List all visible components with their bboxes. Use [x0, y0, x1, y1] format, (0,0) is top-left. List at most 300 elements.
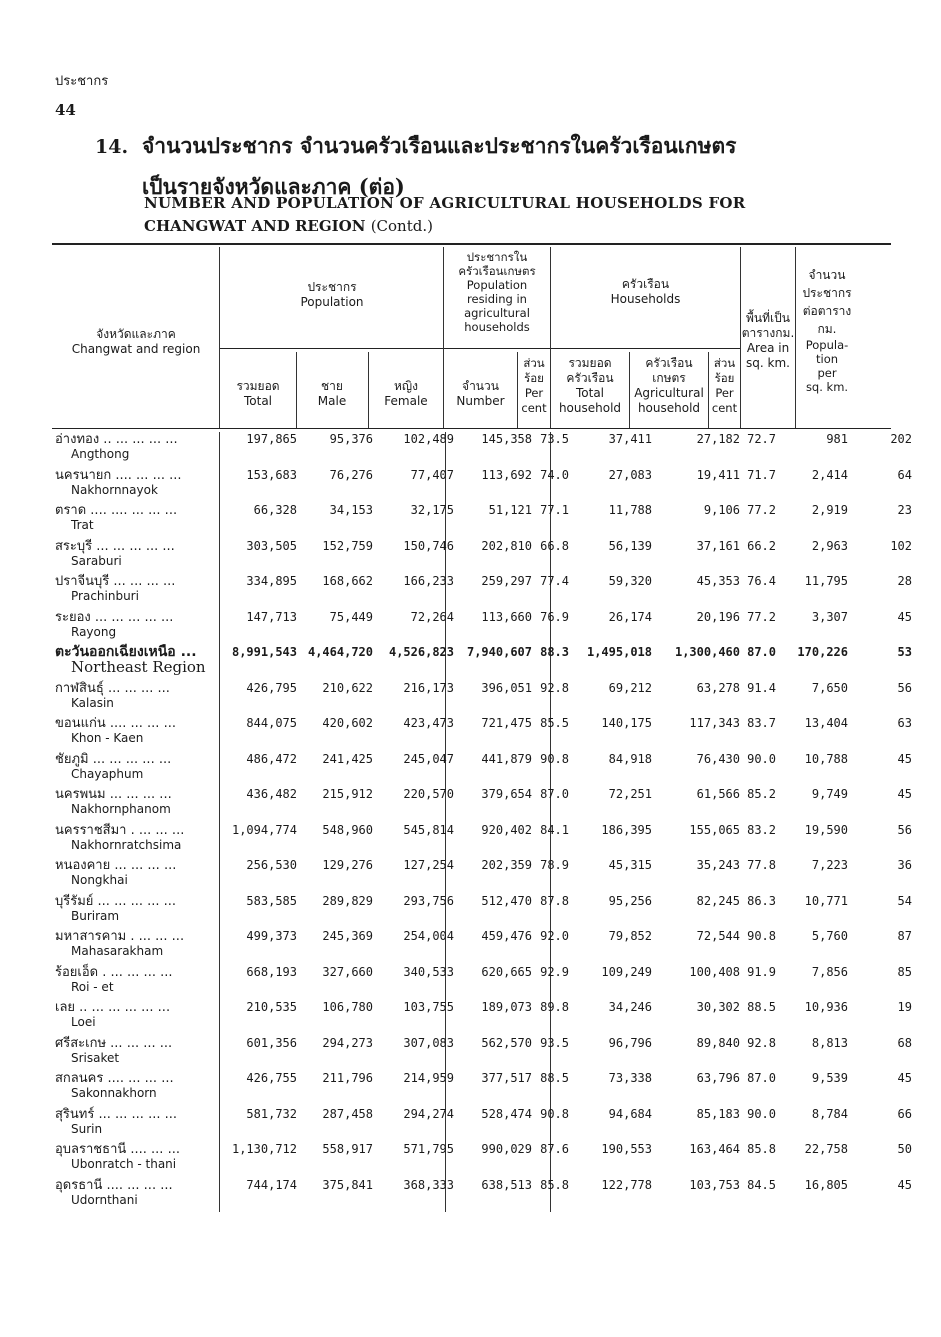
- density-cell: 36: [897, 858, 912, 872]
- female-cell: 294,274: [403, 1106, 454, 1121]
- hh-pct-cell: 76.4: [747, 574, 776, 588]
- region-name-thai: ศรีสะเกษ ... ... ... ...: [55, 1035, 173, 1051]
- hh-agri-cell: 82,245: [696, 893, 740, 908]
- agri-pct-cell: 87.0: [540, 787, 569, 801]
- hh-agri-cell: 163,464: [689, 1142, 740, 1156]
- area-cell: 981: [826, 432, 848, 446]
- agri-pop-cell: 379,654: [481, 787, 532, 801]
- total-cell: 8,991,543: [231, 645, 297, 659]
- density-cell: 63: [897, 716, 912, 730]
- hh-agri-cell: 103,753: [689, 1177, 740, 1192]
- agri-pop-cell: 721,475: [481, 716, 532, 730]
- agri-pop-cell: 620,665: [481, 964, 532, 979]
- total-cell: 303,505: [246, 538, 297, 553]
- table-row: [55, 965, 916, 1001]
- region-name-thai: ตราด .... .... ... ... ...: [55, 503, 178, 518]
- female-cell: 102,489: [403, 432, 454, 446]
- header-agri-pop-en4: households: [464, 320, 530, 334]
- region-cell: [55, 787, 220, 823]
- agri-pct-cell: 85.5: [540, 716, 569, 730]
- table-row: [55, 468, 916, 504]
- header-hh-total: [551, 356, 629, 416]
- hh-total-cell: 79,852: [608, 929, 652, 943]
- density-cell: 54: [897, 893, 912, 908]
- table-body: [55, 432, 916, 1213]
- hh-total-cell: 186,395: [601, 822, 652, 837]
- header-hh-total-th1: รวมยอด: [568, 356, 612, 370]
- header-hh-pct-en1: Per: [715, 386, 734, 400]
- hh-total-cell: 34,246: [608, 1000, 652, 1014]
- male-cell: 168,662: [322, 574, 373, 588]
- table-number: 14.: [95, 136, 129, 158]
- region-name-thai: อุดรธานี .... ... ... ...: [55, 1177, 173, 1193]
- region-name-thai: ตะวันออกเฉียงเหนือ ...: [55, 644, 197, 660]
- header-pct-en1: Per: [524, 386, 544, 400]
- region-cell: [55, 965, 220, 1001]
- hh-agri-cell: 117,343: [689, 716, 740, 730]
- region-name-thai: นครพนม ... ... ... ...: [55, 787, 172, 802]
- header-hh-agri: [630, 356, 708, 416]
- agri-pct-cell: 87.8: [540, 893, 569, 908]
- agri-pop-cell: 113,692: [481, 467, 532, 482]
- region-cell: [55, 1000, 220, 1036]
- agri-pop-cell: 259,297: [481, 574, 532, 588]
- header-total-th: รวมยอด: [236, 379, 280, 393]
- hh-total-cell: 94,684: [608, 1106, 652, 1121]
- title-contd: (Contd.): [370, 217, 433, 235]
- density-cell: 45: [897, 787, 912, 801]
- female-cell: 166,233: [403, 574, 454, 588]
- density-cell: 53: [897, 645, 912, 659]
- region-name-thai: สุรินทร์ ... ... ... ... ...: [55, 1106, 178, 1122]
- total-cell: 197,865: [246, 432, 297, 446]
- total-cell: 668,193: [246, 964, 297, 979]
- region-name-thai: ชัยภูมิ ... ... ... ... ...: [55, 751, 172, 767]
- male-cell: 289,829: [322, 893, 373, 908]
- male-cell: 287,458: [322, 1106, 373, 1121]
- header-male: [298, 379, 366, 409]
- hh-agri-cell: 20,196: [696, 609, 740, 624]
- hh-agri-cell: 100,408: [689, 964, 740, 979]
- total-cell: 210,535: [246, 1000, 297, 1014]
- header-hh-agri-th2: เกษตร: [652, 371, 686, 385]
- region-name-english: Mahasarakham: [71, 944, 164, 958]
- region-cell: [55, 929, 220, 965]
- area-cell: 13,404: [804, 716, 848, 730]
- header-hh-agri-en1: Agricultural: [634, 386, 704, 400]
- agri-pct-cell: 76.9: [540, 609, 569, 624]
- male-cell: 215,912: [322, 787, 373, 801]
- total-cell: 601,356: [246, 1035, 297, 1050]
- total-cell: 744,174: [246, 1177, 297, 1192]
- agri-pop-cell: 202,359: [481, 858, 532, 872]
- male-cell: 152,759: [322, 538, 373, 553]
- col-divider: [443, 247, 444, 428]
- region-name-english: Roi - et: [71, 979, 114, 994]
- male-cell: 4,464,720: [307, 645, 373, 659]
- total-cell: 426,795: [246, 680, 297, 695]
- header-bottom-rule: [52, 428, 891, 429]
- agri-pop-cell: 512,470: [481, 893, 532, 908]
- hh-pct-cell: 85.8: [747, 1142, 776, 1156]
- region-name-thai: สกลนคร .... ... ... ...: [55, 1071, 174, 1086]
- male-cell: 245,369: [322, 929, 373, 943]
- table-row: [55, 681, 916, 717]
- header-agri-pop-en1: Population: [466, 278, 528, 292]
- hh-pct-cell: 91.9: [747, 964, 776, 979]
- agri-pct-cell: 85.8: [540, 1177, 569, 1192]
- header-hh-agri-th1: ครัวเรือน: [645, 356, 693, 370]
- density-cell: 45: [897, 609, 912, 624]
- male-cell: 210,622: [322, 680, 373, 695]
- hh-total-cell: 1,495,018: [586, 645, 652, 659]
- hh-agri-cell: 45,353: [696, 574, 740, 588]
- agri-pop-cell: 990,029: [481, 1142, 532, 1156]
- region-name-english: Surin: [71, 1121, 103, 1136]
- region-cell: [55, 610, 220, 646]
- region-name-english: Nakhornphanom: [71, 802, 171, 816]
- area-cell: 10,771: [804, 893, 848, 908]
- region-cell: [55, 1178, 220, 1214]
- hh-pct-cell: 84.5: [747, 1177, 776, 1192]
- title-en-text: CHANGWAT AND REGION: [144, 217, 366, 235]
- region-cell: [55, 752, 220, 788]
- region-cell: [55, 1142, 220, 1178]
- header-agri-pop-en2: residing in: [467, 292, 527, 306]
- agri-pct-cell: 89.8: [540, 1000, 569, 1014]
- female-cell: 4,526,823: [388, 645, 454, 659]
- header-number-en: Number: [456, 394, 505, 408]
- male-cell: 548,960: [322, 822, 373, 837]
- table-row: [55, 752, 916, 788]
- hh-agri-cell: 72,544: [696, 929, 740, 943]
- table-row: [55, 894, 916, 930]
- density-cell: 56: [897, 680, 912, 695]
- female-cell: 150,746: [403, 538, 454, 553]
- male-cell: 558,917: [322, 1142, 373, 1156]
- region-name-english: Trat: [71, 518, 94, 532]
- female-cell: 214,959: [403, 1071, 454, 1085]
- header-density-th1: จำนวน: [808, 268, 846, 282]
- hh-total-cell: 109,249: [601, 964, 652, 979]
- agri-pop-cell: 51,121: [488, 503, 532, 517]
- table-title-thai-line2: เป็นรายจังหวัดและภาค (ต่อ): [142, 174, 405, 199]
- agri-pct-cell: 74.0: [540, 467, 569, 482]
- region-name-thai: เลย .. ... ... ... ... ...: [55, 1000, 171, 1015]
- region-cell: [55, 858, 220, 894]
- female-cell: 77,407: [410, 467, 454, 482]
- table-title-english-line1: NUMBER AND POPULATION OF AGRICULTURAL HOUSEHOLDS FOR: [144, 194, 746, 212]
- area-cell: 9,749: [811, 787, 848, 801]
- region-name-thai: ร้อยเอ็ด . ... ... ... ...: [55, 964, 173, 980]
- female-cell: 307,083: [403, 1035, 454, 1050]
- density-cell: 66: [897, 1106, 912, 1121]
- hh-pct-cell: 87.0: [747, 1071, 776, 1085]
- agri-pct-cell: 66.8: [540, 538, 569, 553]
- header-top-rule: [52, 243, 891, 245]
- agri-pct-cell: 88.5: [540, 1071, 569, 1085]
- region-name-english: Saraburi: [71, 553, 122, 568]
- female-cell: 32,175: [410, 503, 454, 517]
- area-cell: 10,936: [804, 1000, 848, 1014]
- female-cell: 245,047: [403, 751, 454, 766]
- hh-total-cell: 96,796: [608, 1035, 652, 1050]
- male-cell: 76,276: [329, 467, 373, 482]
- total-cell: 581,732: [246, 1106, 297, 1121]
- agri-pct-cell: 92.9: [540, 964, 569, 979]
- hh-pct-cell: 90.0: [747, 751, 776, 766]
- region-name-english: Sakonnakhorn: [71, 1086, 157, 1100]
- region-cell: [55, 503, 220, 539]
- table-row: [55, 858, 916, 894]
- header-region: [56, 327, 216, 357]
- header-hh-pct-en2: cent: [711, 401, 738, 415]
- hh-pct-cell: 71.7: [747, 467, 776, 482]
- header-density: [796, 266, 858, 394]
- region-name-english: Kalasin: [71, 695, 114, 710]
- male-cell: 420,602: [322, 716, 373, 730]
- region-cell: [55, 574, 220, 610]
- density-cell: 45: [897, 1071, 912, 1085]
- hh-pct-cell: 86.3: [747, 893, 776, 908]
- header-pct-th2: ร้อย: [524, 371, 544, 385]
- hh-total-cell: 11,788: [608, 503, 652, 517]
- region-name-thai: นครราชสีมา . ... ... ...: [55, 822, 185, 838]
- header-agri-percent: [518, 356, 550, 416]
- page-number: 44: [55, 101, 76, 119]
- hh-agri-cell: 63,796: [696, 1071, 740, 1085]
- header-density-th4: กม.: [817, 322, 837, 336]
- agri-pop-cell: 145,358: [481, 432, 532, 446]
- header-female: [370, 379, 442, 409]
- header-number-th: จำนวน: [462, 379, 499, 393]
- hh-pct-cell: 90.0: [747, 1106, 776, 1121]
- header-density-en3: per: [817, 366, 837, 380]
- agri-pop-cell: 189,073: [481, 1000, 532, 1014]
- table-row: [55, 574, 916, 610]
- total-cell: 426,755: [246, 1071, 297, 1085]
- hh-agri-cell: 27,182: [696, 432, 740, 446]
- density-cell: 202: [890, 432, 912, 446]
- hh-pct-cell: 77.2: [747, 503, 776, 517]
- area-cell: 16,805: [804, 1177, 848, 1192]
- agri-pct-cell: 77.4: [540, 574, 569, 588]
- header-density-en2: tion: [815, 352, 839, 366]
- hh-pct-cell: 77.2: [747, 609, 776, 624]
- header-agri-pop-th2: ครัวเรือนเกษตร: [458, 264, 536, 278]
- region-name-thai: นครนายก .... ... ... ...: [55, 467, 182, 483]
- density-cell: 45: [897, 1177, 912, 1192]
- agri-pop-cell: 377,517: [481, 1071, 532, 1085]
- table-row: [55, 716, 916, 752]
- male-cell: 34,153: [329, 503, 373, 517]
- table-row: [55, 1142, 916, 1178]
- region-name-english: Rayong: [71, 624, 117, 639]
- area-cell: 19,590: [804, 822, 848, 837]
- agri-pct-cell: 90.8: [540, 1106, 569, 1121]
- hh-pct-cell: 66.2: [747, 538, 776, 553]
- hh-pct-cell: 77.8: [747, 858, 776, 872]
- region-name-thai: มหาสารคาม . ... ... ...: [55, 929, 185, 944]
- table-row: [55, 1036, 916, 1072]
- header-pct-en2: cent: [521, 401, 547, 415]
- section-label: ประชากร: [55, 74, 109, 89]
- agri-pop-cell: 528,474: [481, 1106, 532, 1121]
- female-cell: 423,473: [403, 716, 454, 730]
- total-cell: 153,683: [246, 467, 297, 482]
- agri-pop-cell: 441,879: [481, 751, 532, 766]
- female-cell: 220,570: [403, 787, 454, 801]
- area-cell: 11,795: [804, 574, 848, 588]
- total-cell: 147,713: [246, 609, 297, 624]
- region-name-thai: ปราจีนบุรี ... ... ... ...: [55, 574, 176, 589]
- header-density-th2: ประชากร: [802, 286, 852, 300]
- female-cell: 254,004: [403, 929, 454, 943]
- region-cell: [55, 539, 220, 575]
- male-cell: 106,780: [322, 1000, 373, 1014]
- table-row: [55, 610, 916, 646]
- header-hh-total-en2: household: [558, 401, 622, 415]
- hh-total-cell: 27,083: [608, 467, 652, 482]
- density-cell: 85: [897, 964, 912, 979]
- subheader-rule: [220, 348, 740, 349]
- region-name-thai: บุรีรัมย์ ... ... ... ... ...: [55, 893, 177, 909]
- male-cell: 294,273: [322, 1035, 373, 1050]
- header-pct-th1: ส่วน: [523, 356, 545, 370]
- agri-pop-cell: 459,476: [481, 929, 532, 943]
- table-row: [55, 432, 916, 468]
- header-female-th: หญิง: [394, 379, 418, 393]
- agri-pct-cell: 93.5: [540, 1035, 569, 1050]
- total-cell: 583,585: [246, 893, 297, 908]
- header-hh-agri-en2: household: [637, 401, 701, 415]
- total-cell: 1,094,774: [231, 822, 297, 837]
- header-density-en1: Popula-: [805, 338, 849, 352]
- header-density-th3: ต่อตาราง: [802, 304, 852, 318]
- table-row: [55, 645, 916, 681]
- female-cell: 340,533: [403, 964, 454, 979]
- area-cell: 170,226: [797, 645, 848, 659]
- hh-total-cell: 26,174: [608, 609, 652, 624]
- area-cell: 7,223: [811, 858, 848, 872]
- header-area-en1: Area in: [746, 341, 790, 355]
- data-table: [55, 432, 916, 1213]
- hh-total-cell: 84,918: [608, 751, 652, 766]
- hh-agri-cell: 19,411: [696, 467, 740, 482]
- total-cell: 334,895: [246, 574, 297, 588]
- area-cell: 10,788: [804, 751, 848, 766]
- hh-agri-cell: 155,065: [689, 822, 740, 837]
- hh-pct-cell: 85.2: [747, 787, 776, 801]
- agri-pop-cell: 202,810: [481, 538, 532, 553]
- area-cell: 2,414: [811, 467, 848, 482]
- total-cell: 844,075: [246, 716, 297, 730]
- hh-pct-cell: 72.7: [747, 432, 776, 446]
- table-title-thai-line1: จำนวนประชากร จำนวนครัวเรือนและประชากรในครัวเรือนเกษตร: [142, 133, 737, 158]
- female-cell: 72,264: [410, 609, 454, 624]
- col-divider: [368, 352, 369, 428]
- total-cell: 436,482: [246, 787, 297, 801]
- region-name-english: Srisaket: [71, 1050, 120, 1065]
- header-male-en: Male: [317, 394, 347, 408]
- density-cell: 19: [897, 1000, 912, 1014]
- total-cell: 256,530: [246, 858, 297, 872]
- col-divider: [296, 352, 297, 428]
- region-name-english: Buriram: [71, 908, 120, 923]
- header-area-th2: ตารางกม.: [741, 326, 795, 340]
- hh-agri-cell: 37,161: [696, 538, 740, 553]
- region-cell: [55, 1071, 220, 1107]
- area-cell: 8,784: [811, 1106, 848, 1121]
- agri-pct-cell: 77.1: [540, 503, 569, 517]
- header-region-en: Changwat and region: [71, 342, 201, 356]
- table-row: [55, 787, 916, 823]
- region-name-english: Chayaphum: [71, 766, 144, 781]
- region-cell: [55, 823, 220, 859]
- header-population-en: Population: [300, 295, 364, 309]
- table-row: [55, 1107, 916, 1143]
- header-hh-pct-th2: ร้อย: [714, 371, 735, 385]
- region-name-english: Prachinburi: [71, 589, 139, 603]
- hh-total-cell: 37,411: [608, 432, 652, 446]
- region-name-thai: ขอนแก่น .... ... ... ...: [55, 716, 176, 731]
- header-area-en2: sq. km.: [746, 356, 790, 370]
- area-cell: 22,758: [804, 1142, 848, 1156]
- region-name-thai: สระบุรี ... ... ... ... ...: [55, 538, 175, 554]
- female-cell: 571,795: [403, 1142, 454, 1156]
- hh-total-cell: 190,553: [601, 1142, 652, 1156]
- region-name-english: Khon - Kaen: [71, 731, 144, 745]
- region-name-thai: กาฬสินธุ์ ... ... ... ...: [55, 680, 170, 696]
- region-cell: [55, 468, 220, 504]
- area-cell: 7,856: [811, 964, 848, 979]
- hh-agri-cell: 63,278: [696, 680, 740, 695]
- table-row: [55, 929, 916, 965]
- female-cell: 127,254: [403, 858, 454, 872]
- area-cell: 7,650: [811, 680, 848, 695]
- table-row: [55, 1000, 916, 1036]
- region-name-english: Ubonratch - thani: [71, 1157, 177, 1171]
- col-divider: [219, 247, 220, 428]
- male-cell: 241,425: [322, 751, 373, 766]
- table-row: [55, 539, 916, 575]
- female-cell: 293,756: [403, 893, 454, 908]
- header-households-en: Households: [610, 292, 681, 306]
- male-cell: 375,841: [322, 1177, 373, 1192]
- region-cell: [55, 681, 220, 717]
- area-cell: 2,963: [811, 538, 848, 553]
- density-cell: 68: [897, 1035, 912, 1050]
- hh-total-cell: 56,139: [608, 538, 652, 553]
- header-agri-pop-en3: agricultural: [464, 306, 530, 320]
- hh-pct-cell: 87.0: [747, 645, 776, 659]
- area-cell: 3,307: [811, 609, 848, 624]
- area-cell: 5,760: [811, 929, 848, 943]
- hh-total-cell: 140,175: [601, 716, 652, 730]
- area-cell: 2,919: [811, 503, 848, 517]
- hh-pct-cell: 88.5: [747, 1000, 776, 1014]
- hh-pct-cell: 92.8: [747, 1035, 776, 1050]
- hh-pct-cell: 90.8: [747, 929, 776, 943]
- hh-agri-cell: 35,243: [696, 858, 740, 872]
- region-name-thai: หนองคาย ... ... ... ...: [55, 858, 177, 873]
- header-female-en: Female: [384, 394, 428, 408]
- table-row: [55, 1178, 916, 1214]
- region-cell: [55, 716, 220, 752]
- agri-pop-cell: 396,051: [481, 680, 532, 695]
- hh-pct-cell: 83.2: [747, 822, 776, 837]
- agri-pop-cell: 7,940,607: [466, 645, 532, 659]
